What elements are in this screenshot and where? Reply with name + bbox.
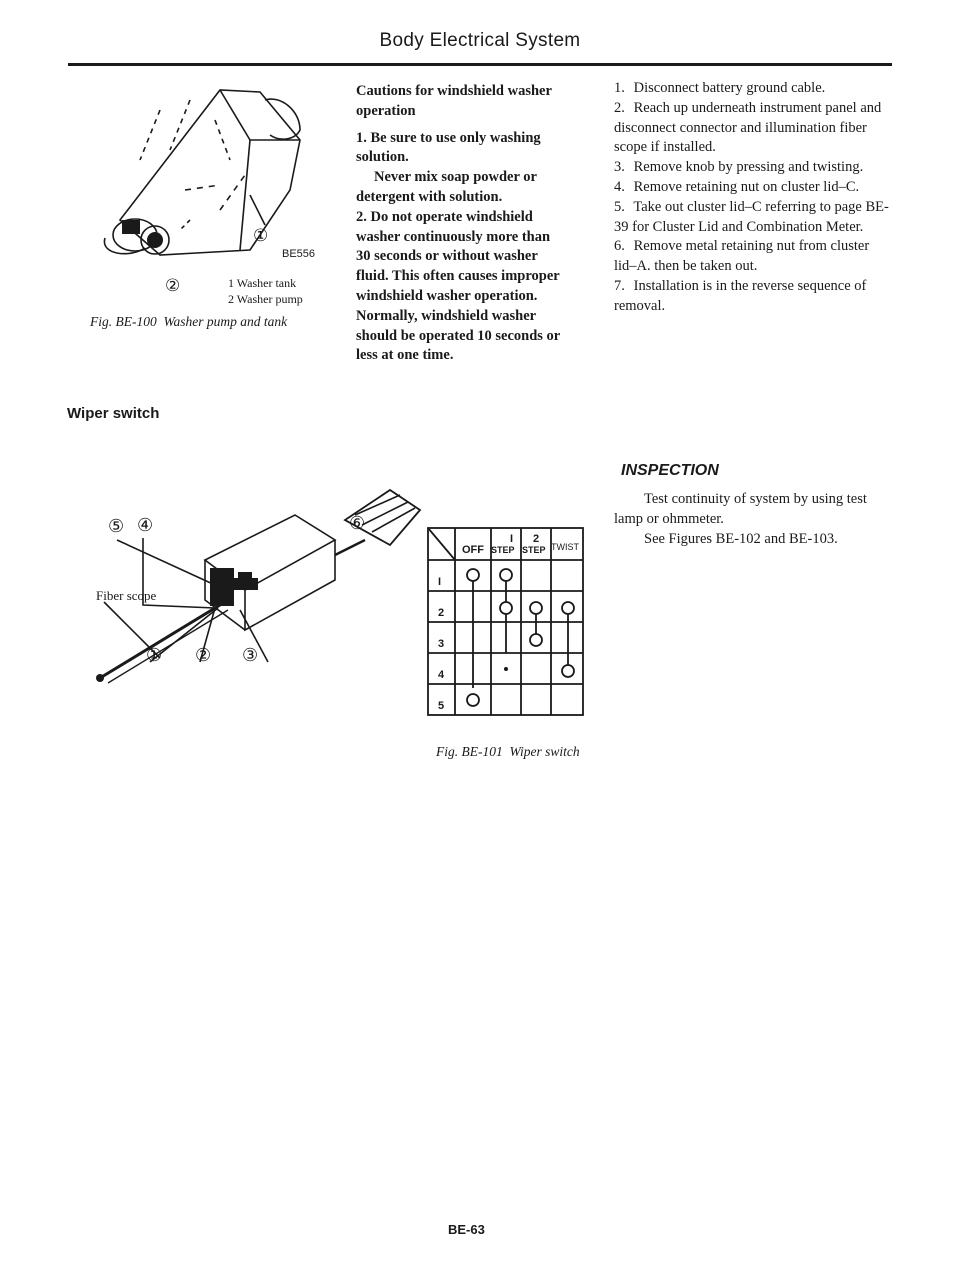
- fig100-label-1: ①: [253, 226, 269, 245]
- table-row-label: 5: [438, 700, 445, 712]
- fig101-caption-num: Fig. BE-101: [436, 744, 503, 759]
- cautions-section: [356, 82, 568, 366]
- fig100-caption-text: Washer pump and tank: [163, 314, 288, 329]
- procedure-step: [614, 158, 892, 178]
- step-number: 4.: [614, 178, 625, 195]
- wiper-switch-heading: Wiper switch: [67, 405, 160, 422]
- procedure-step: [614, 99, 892, 158]
- page-header-title: Body Electrical System: [379, 30, 581, 51]
- fig100-label-2: ②: [165, 276, 181, 295]
- table-col-twist: TWIST: [551, 542, 579, 552]
- table-row-label: I: [438, 576, 442, 588]
- table-row-label: 3: [438, 638, 445, 650]
- fig100-caption: [90, 314, 287, 330]
- step-number: 2.: [614, 99, 625, 116]
- cautions-item-1: 1. Be sure to use only washing solution.: [356, 129, 541, 166]
- step-text: Remove metal retaining nut from cluster lid–A. then be taken out.: [614, 238, 870, 275]
- step-number: 3.: [614, 159, 625, 176]
- fig100-legend-2: 2 Washer pump: [228, 292, 303, 306]
- step-number: 1.: [614, 80, 625, 96]
- procedure-step: [614, 237, 892, 277]
- fig101-caption: [436, 744, 580, 760]
- cautions-item-1b: Never mix soap powder or detergent with solution.: [356, 169, 537, 205]
- table-col-off: OFF: [462, 544, 484, 556]
- table-row-label: 4: [438, 669, 445, 681]
- fig100-code: BE556: [282, 248, 316, 260]
- step-number: 6.: [614, 238, 625, 255]
- step-text: Installation is in the reverse sequence of removal.: [614, 277, 867, 314]
- step-number: 5.: [614, 198, 625, 215]
- inspection-heading: INSPECTION: [621, 462, 719, 479]
- inspection-body: [614, 490, 894, 549]
- procedure-step: [614, 178, 892, 198]
- table-col-step1-bottom: STEP: [491, 545, 515, 555]
- table-col-step1-top: I: [510, 533, 514, 545]
- page-number: BE-63: [448, 1222, 485, 1237]
- step-text: Take out cluster lid–C referring to page BE-39 for Cluster Lid and Combination Meter.: [614, 198, 889, 235]
- procedure-step: [614, 277, 892, 317]
- wiper-switch-illustration: [90, 480, 430, 690]
- switch-continuity-table: [428, 528, 588, 720]
- fig100-caption-num: Fig. BE-100: [90, 314, 157, 329]
- fig101-fiber-scope-label: Fiber scope: [96, 588, 157, 603]
- step-text: Remove knob by pressing and twisting.: [633, 159, 864, 176]
- fig101-label-3: ③: [242, 645, 259, 665]
- step-number: 7.: [614, 277, 625, 294]
- fig101-label-4: ④: [137, 515, 154, 535]
- step-text: Disconnect battery ground cable.: [633, 80, 826, 96]
- table-col-step2-top: 2: [533, 533, 540, 545]
- fig101-caption-text: Wiper switch: [509, 744, 580, 759]
- procedure-step: [614, 79, 892, 99]
- step-text: Remove retaining nut on cluster lid–C.: [633, 178, 860, 195]
- procedure-list: [614, 79, 892, 317]
- table-row-label: 2: [438, 607, 445, 619]
- fig101-label-5: ⑤: [108, 516, 125, 536]
- fig101-label-1: ①: [146, 645, 163, 665]
- cautions-title: Cautions for windshield washer operation: [356, 83, 552, 119]
- fig101-label-6: ⑥: [349, 513, 366, 533]
- fig100-legend-1: 1 Washer tank: [228, 276, 297, 290]
- cautions-item-2: 2. Do not operate windshield washer continuously more than 30 seconds or without washer fluid. This often causes improper windshield washer operation. Normally, windshield washer should be operated 10 seconds or less at one time.: [356, 208, 560, 364]
- header-rule: [68, 63, 892, 66]
- table-col-step2-bottom: STEP: [522, 545, 546, 555]
- inspection-paragraph: Test continuity of system by using test lamp or ohmmeter.: [614, 491, 867, 527]
- fig101-label-2: ②: [195, 645, 212, 665]
- procedure-step: [614, 198, 892, 238]
- step-text: Reach up underneath instrument panel and disconnect connector and illumination fiber scope if installed.: [614, 99, 882, 156]
- procedure-section: [614, 79, 892, 317]
- inspection-see-figures: See Figures BE-102 and BE-103.: [644, 530, 838, 547]
